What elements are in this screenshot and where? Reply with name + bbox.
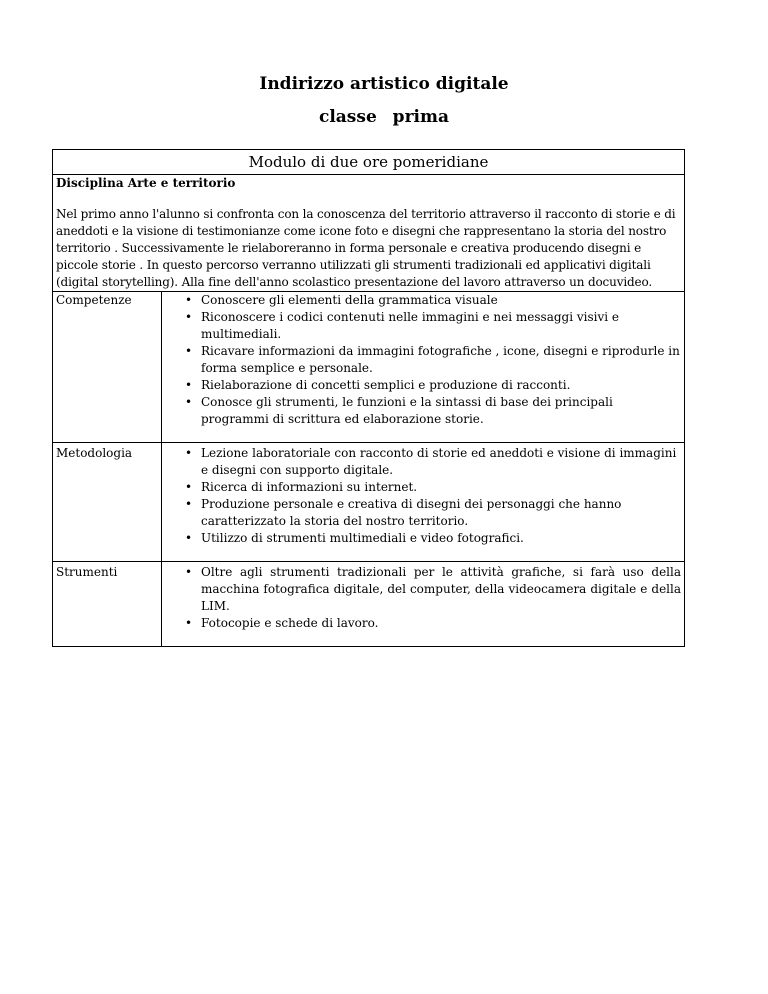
list-item: • Oltre agli strumenti tradizionali per le attività grafiche, si farà uso della macchina fotografica digitale, del computer, della videocamera digitale e della LIM. [189,564,681,615]
competenze-row [53,292,685,443]
competenze-cell [162,292,685,443]
list-item: • Fotocopie e schede di lavoro. [189,615,681,632]
strumenti-cell [162,562,685,647]
strumenti-label: Strumenti [53,562,162,647]
metodologia-row [53,443,685,562]
metodologia-cell [162,443,685,562]
module-table [52,149,685,647]
document-title: Indirizzo artistico digitale [259,74,509,94]
list-item: • Rielaborazione di concetti semplici e produzione di racconti. [189,377,681,394]
list-item: • Conosce gli strumenti, le funzioni e la sintassi di base dei principali programmi di scrittura ed elaborazione storie. [189,394,681,428]
competenze-label: Competenze [53,292,162,443]
metodologia-label: Metodologia [53,443,162,562]
module-title: Modulo di due ore pomeridiane [53,150,685,175]
competenze-list [165,292,681,428]
list-item: • Lezione laboratoriale con racconto di storie ed aneddoti e visione di immagini e disegni con supporto digitale. [189,445,681,479]
list-item: • Riconoscere i codici contenuti nelle immagini e nei messaggi visivi e multimediali. [189,309,681,343]
discipline-row [53,175,685,292]
discipline-title: Disciplina Arte e territorio [56,176,236,190]
strumenti-list [165,564,681,632]
discipline-cell [53,175,685,292]
list-item: • Produzione personale e creativa di disegni dei personaggi che hanno caratterizzato la storia del nostro territorio. [189,496,681,530]
list-item: • Conoscere gli elementi della grammatica visuale [189,292,681,309]
document-subtitle: classe prima [318,107,449,127]
module-description: Nel primo anno l'alunno si confronta con la conoscenza del territorio attraverso il racconto di storie e di aneddoti e la visione di testimonianze come icone foto e disegni che rappresentano la storia del nostro territorio . Successivamente le rielaboreranno in forma personale e creativa producendo disegni e piccole storie . In questo percorso verranno utilizzati gli strumenti tradizionali ed applicativi digitali (digital storytelling). Alla fine dell'anno scolastico presentazione del lavoro attraverso un docuvideo. [56,207,676,289]
strumenti-row [53,562,685,647]
list-item: • Utilizzo di strumenti multimediali e video fotografici. [189,530,681,547]
list-item: • Ricerca di informazioni su internet. [189,479,681,496]
metodologia-list [165,445,681,547]
list-item: • Ricavare informazioni da immagini fotografiche , icone, disegni e riprodurle in forma semplice e personale. [189,343,681,377]
module-title-row [53,150,685,175]
